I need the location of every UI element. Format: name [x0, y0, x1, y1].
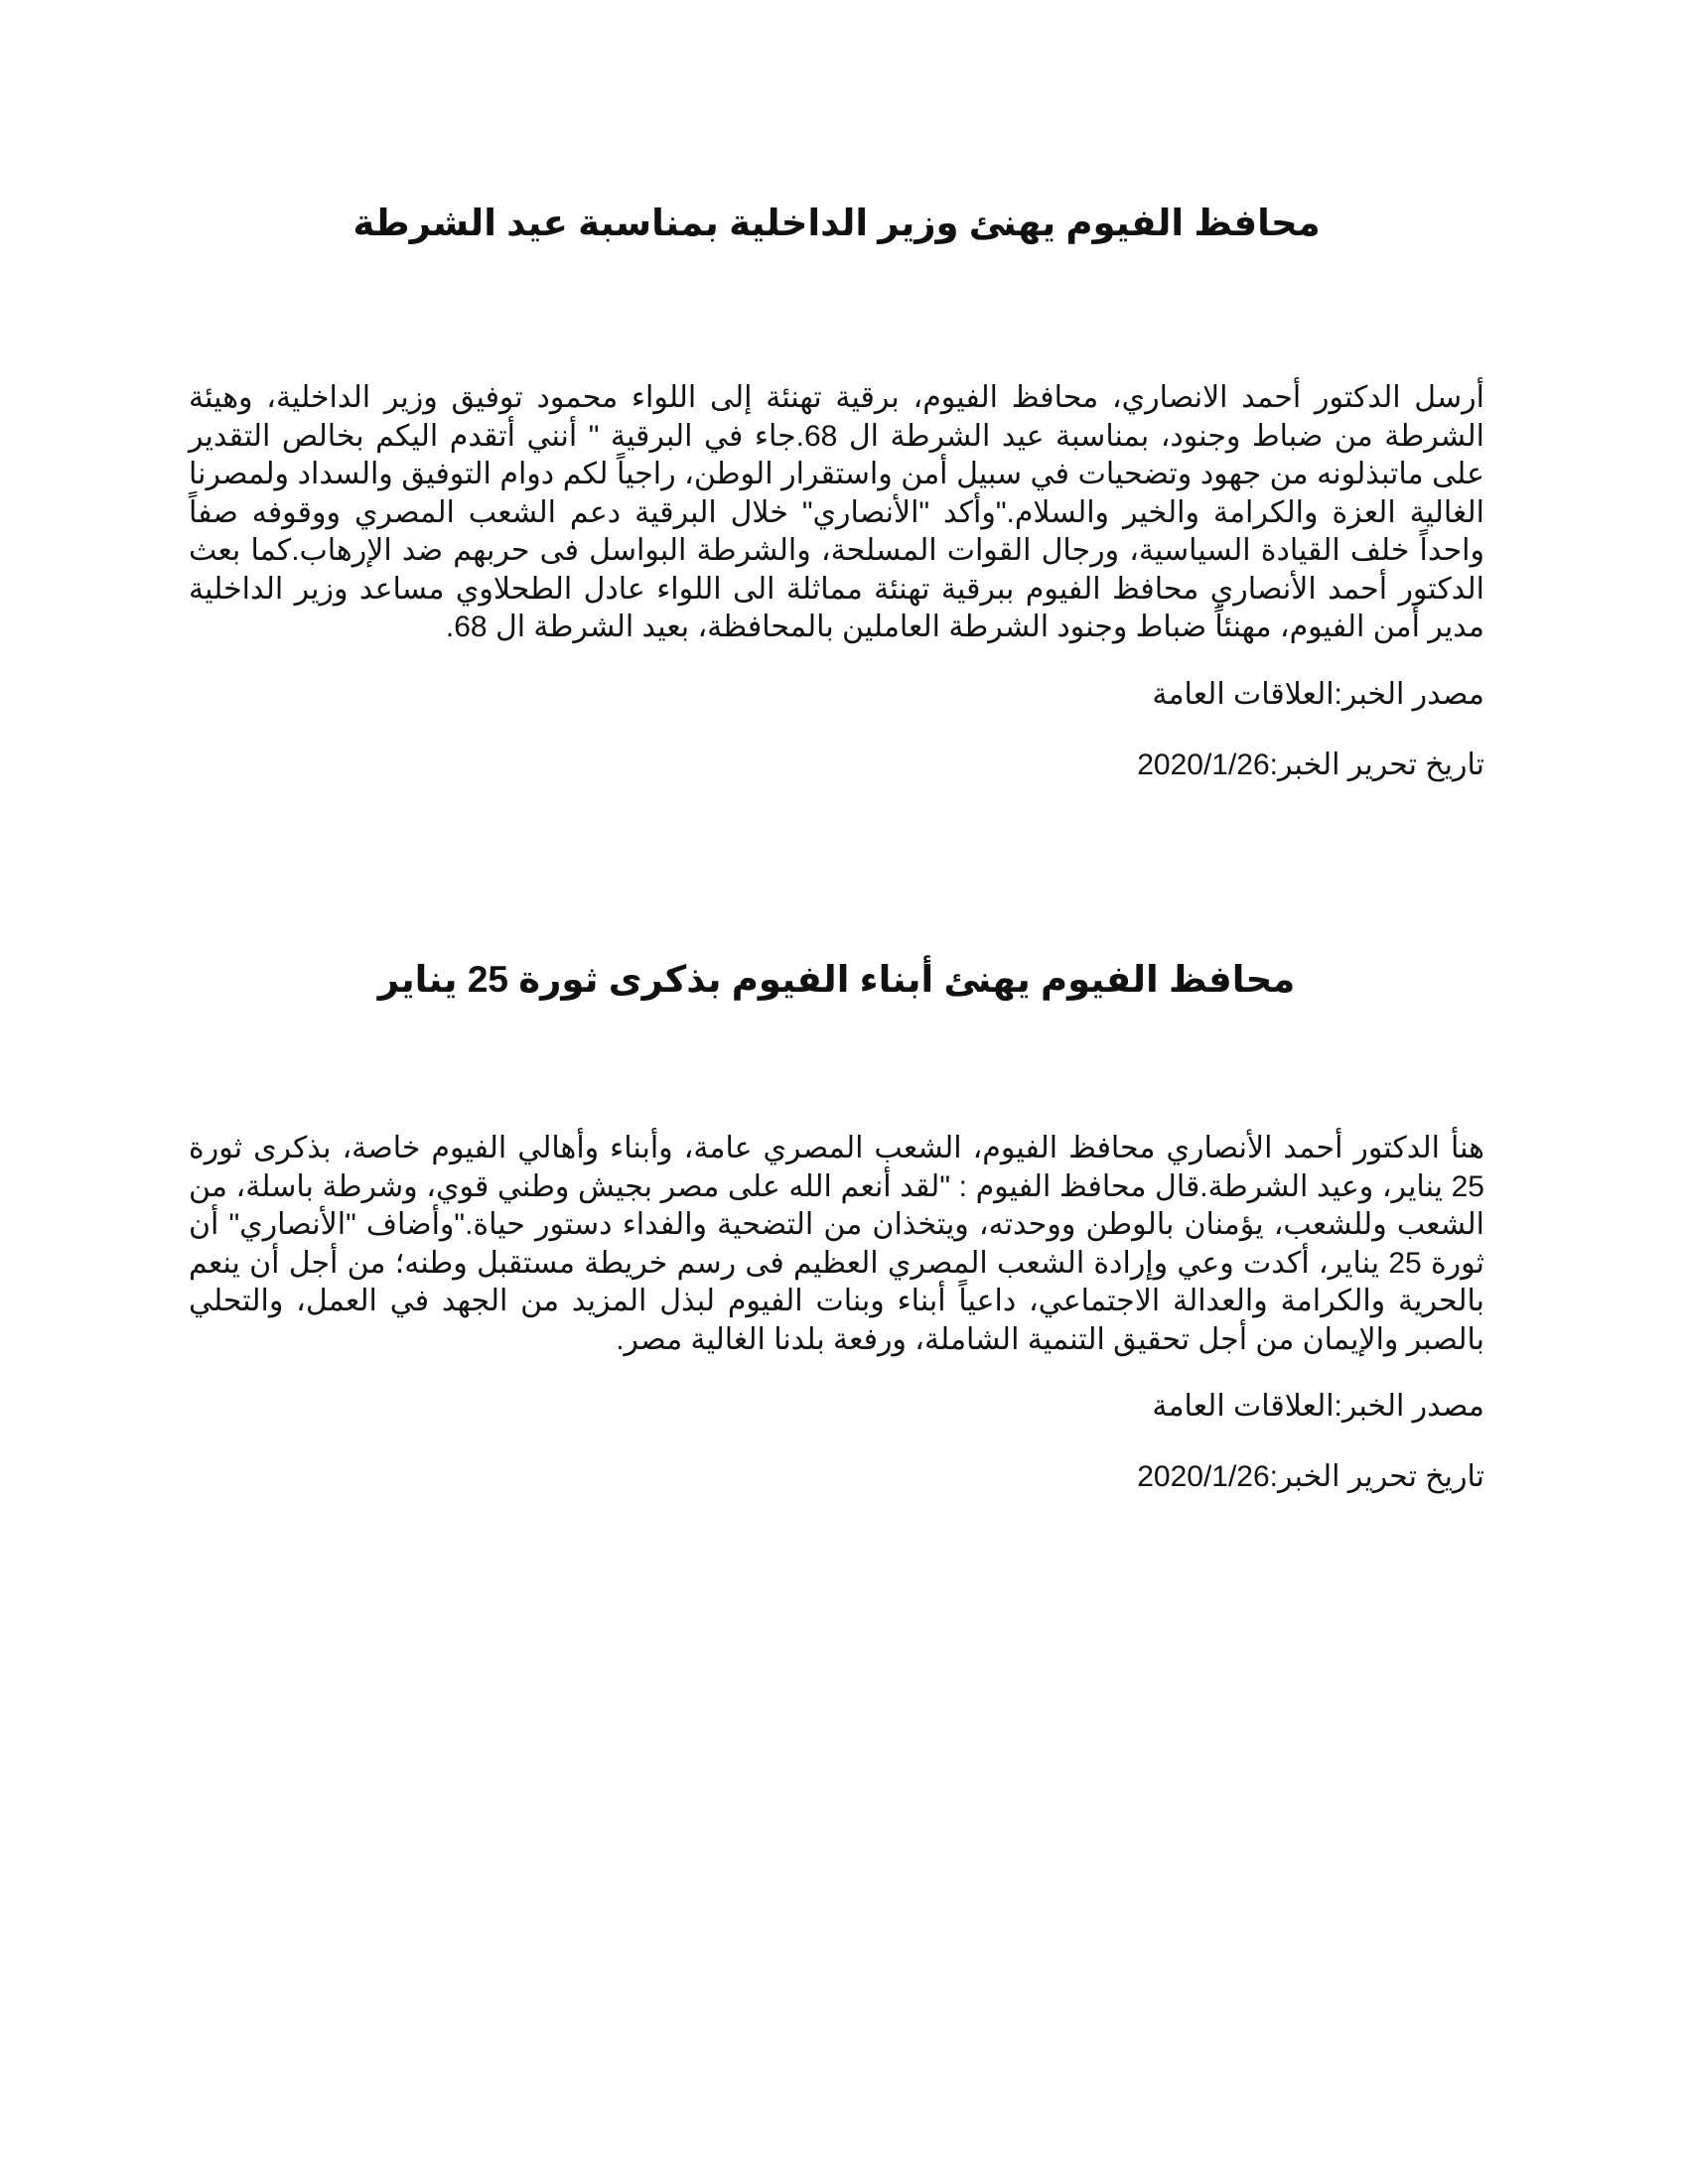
news-article: [189, 955, 1484, 1496]
news-article: [189, 199, 1484, 784]
article-source: مصدر الخبر:العلاقات العامة: [1152, 1390, 1484, 1423]
article-headline: محافظ الفيوم يهنئ وزير الداخلية بمناسبة عيد الشرطة: [352, 203, 1321, 243]
article-date: تاريخ تحرير الخبر:2020/1/26: [1137, 1460, 1484, 1493]
article-headline: محافظ الفيوم يهنئ أبناء الفيوم بذكرى ثورة 25 يناير: [377, 959, 1296, 1000]
article-date: تاريخ تحرير الخبر:2020/1/26: [1137, 748, 1484, 781]
article-body: أرسل الدكتور أحمد الانصاري، محافظ الفيوم، برقية تهنئة إلى اللواء محمود توفيق وزير الداخلية، وهيئة الشرطة من ضباط وجنود، بمناسبة عيد الشرطة ال 68.جاء في البرقية " أنني أتقدم اليكم بخالص التقدير على ماتبذلونه من جهود وتضحيات في سبيل أمن واستقرار الوطن، راجياً لكم دوام التوفيق والسداد ولمصرنا الغالية العزة والكرامة والخير والسلام."وأكد "الأنصاري" خلال البرقية دعم الشعب المصري ووقوفه صفاً واحداً خلف القيادة السياسية، ورجال القوات المسلحة، والشرطة البواسل فى حربهم ضد الإرهاب.كما بعث الدكتور أحمد الأنصاري محافظ الفيوم ببرقية تهنئة مماثلة الى اللواء عادل الطحلاوي مساعد وزير الداخلية مدير أمن الفيوم، مهنئاً ضباط وجنود الشرطة العاملين بالمحافظة، بعيد الشرطة ال 68.: [189, 381, 1485, 643]
article-source: مصدر الخبر:العلاقات العامة: [1152, 677, 1484, 711]
article-body: هنأ الدكتور أحمد الأنصاري محافظ الفيوم، الشعب المصري عامة، وأبناء وأهالي الفيوم خاصة، بذكرى ثورة 25 يناير، وعيد الشرطة.قال محافظ الفيوم : "لقد أنعم الله على مصر بجيش وطني قوي، وشرطة باسلة، من الشعب وللشعب، يؤمنان بالوطن ووحدته، ويتخذان من التضحية والفداء دستور حياة."وأضاف "الأنصاري" أن ثورة 25 يناير، أكدت وعي وإرادة الشعب المصري العظيم فى رسم خريطة مستقبل وطنه؛ من أجل أن ينعم بالحرية والكرامة والعدالة الاجتماعي، داعياً أبناء وبنات الفيوم لبذل المزيد من الجهد في العمل، والتحلي بالصبر والإيمان من أجل تحقيق التنمية الشاملة، ورفعة بلدنا الغالية مصر.: [189, 1132, 1485, 1356]
